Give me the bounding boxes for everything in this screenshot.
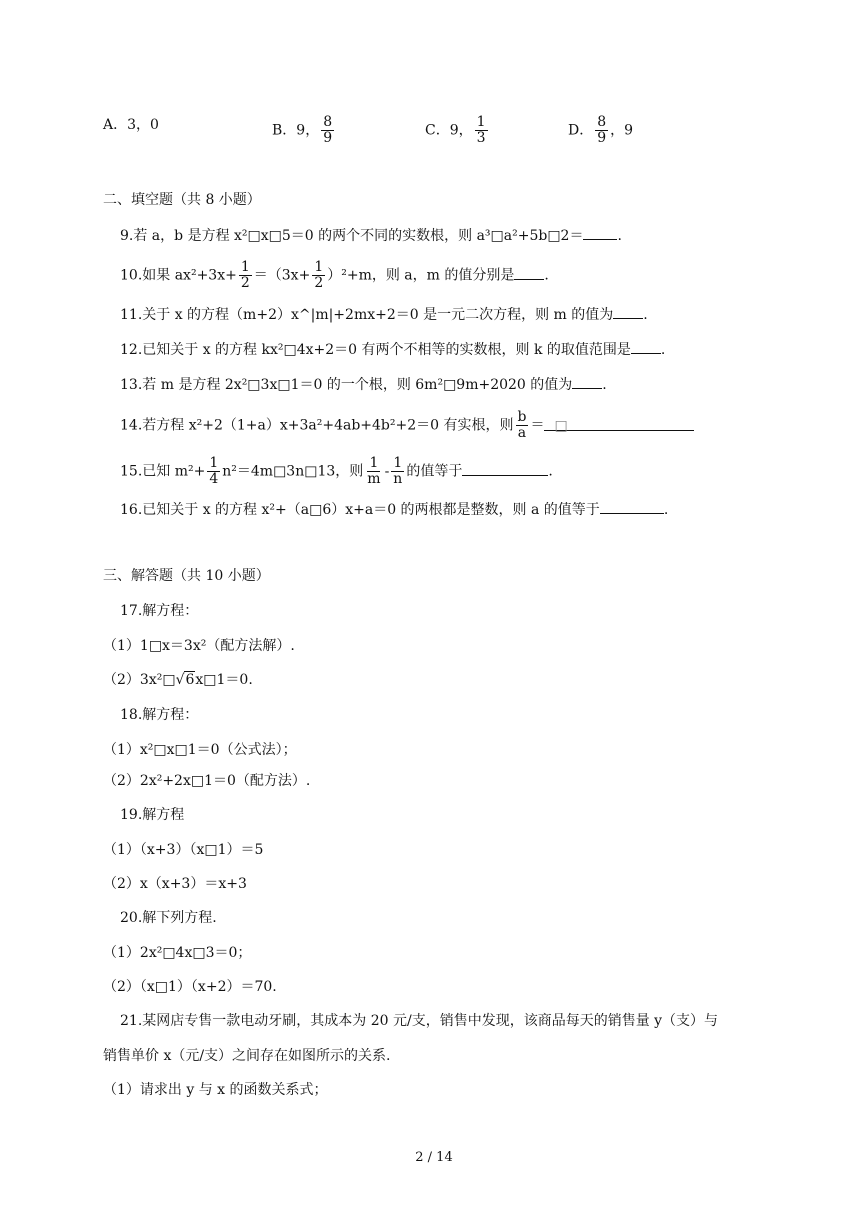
fraction: $\frac{1}{n}$: [393, 455, 403, 487]
question-19-part-1: （1）（x+3）（x□1）＝5: [103, 842, 264, 858]
answer-blank: [631, 339, 661, 354]
question-21-continued: 销售单价 x（元/支）之间存在如图所示的关系.: [103, 1048, 391, 1064]
fraction: $\frac{1}{4}$: [209, 455, 219, 487]
fraction: $\frac{1}{m}$: [367, 455, 381, 487]
fraction: $\frac{8}{9}$: [323, 114, 333, 146]
question-19: 19.解方程: [120, 807, 185, 823]
fraction: $\frac{1}{2}$: [240, 259, 250, 291]
question-14: 14.若方程 x²+2（1+a）x+3a²+4ab+4b²+2＝0 有实根，则 $\frac{b}{a}$ ＝ □: [120, 410, 694, 441]
answer-blank: [572, 374, 602, 389]
section-title-fill-in: 二、填空题（共 8 小题）: [103, 192, 261, 208]
answer-blank: □: [544, 416, 694, 431]
question-21: 21.某网店专售一款电动牙刷，其成本为 20 元/支，销售中发现，该商品每天的销售量 y（支）与: [120, 1013, 719, 1029]
fraction: $\frac{1}{2}$: [314, 259, 324, 291]
square-root: √6: [175, 672, 195, 688]
option-a: A．3，0: [103, 117, 159, 133]
option-c: C．9， $\frac{1}{3}$: [425, 114, 486, 146]
question-10: 10.如果 ax²+3x+ $\frac{1}{2}$ ＝（3x+ $\frac{1}{2}$ ）²+m，则 a，m 的值分别是 .: [120, 259, 549, 291]
question-17: 17.解方程：: [120, 603, 199, 619]
question-13: 13.若 m 是方程 2x²□3x□1＝0 的一个根，则 6m²□9m+2020 的值为 .: [120, 374, 607, 395]
fraction: $\frac{1}{3}$: [476, 114, 486, 146]
answer-blank: [583, 225, 617, 240]
answer-blank: [600, 499, 664, 514]
option-b: B．9， $\frac{8}{9}$: [272, 114, 333, 146]
question-20: 20.解下列方程.: [120, 910, 217, 926]
question-17-part-1: （1）1□x＝3x²（配方法解）.: [103, 638, 295, 654]
question-16: 16.已知关于 x 的方程 x²+（a□6）x+a＝0 的两根都是整数，则 a 的值等于 .: [120, 499, 668, 520]
question-11: 11.关于 x 的方程（m+2）x^|m|+2mx+2＝0 是一元二次方程，则 m 的值为 .: [120, 304, 648, 325]
question-21-part-1: （1）请求出 y 与 x 的函数关系式；: [103, 1082, 328, 1098]
question-20-part-1: （1）2x²□4x□3＝0；: [103, 945, 252, 961]
answer-blank: [514, 265, 544, 280]
question-17-part-2: （2）3x²□√6x□1＝0.: [103, 672, 253, 688]
question-15: 15.已知 m²+ $\frac{1}{4}$ n²＝4m□3n□13，则 $\frac{1}{m}$ - $\frac{1}{n}$ 的值等于 .: [120, 455, 553, 487]
question-18-part-1: （1）x²□x□1＝0（公式法）；: [103, 742, 297, 758]
question-18-part-2: （2）2x²+2x□1＝0（配方法）.: [103, 773, 311, 789]
page-number: 2 / 14: [415, 1150, 453, 1165]
question-20-part-2: （2）（x□1）（x+2）＝70.: [103, 979, 277, 995]
question-12: 12.已知关于 x 的方程 kx²□4x+2＝0 有两个不相等的实数根，则 k 的取值范围是 .: [120, 339, 665, 360]
option-d: D． $\frac{8}{9}$ ，9: [568, 114, 634, 146]
answer-blank: [462, 461, 548, 476]
fraction: $\frac{b}{a}$: [517, 409, 527, 441]
question-19-part-2: （2）x（x+3）＝x+3: [103, 876, 247, 892]
section-title-solve: 三、解答题（共 10 小题）: [103, 568, 270, 584]
question-9: 9.若 a，b 是方程 x²□x□5＝0 的两个不同的实数根，则 a³□a²+5b□2＝ .: [120, 225, 622, 246]
question-18: 18.解方程：: [120, 707, 199, 723]
answer-blank: [613, 304, 643, 319]
fraction: $\frac{8}{9}$: [597, 114, 607, 146]
